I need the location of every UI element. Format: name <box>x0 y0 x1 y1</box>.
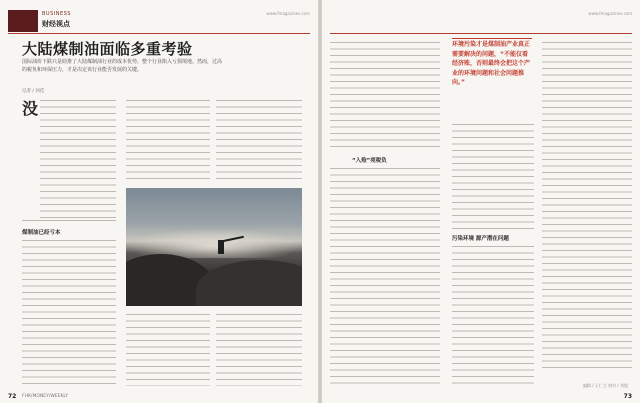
article-title: 大陆煤制油面临多重考验 <box>22 40 193 58</box>
pullquote-rule <box>452 38 532 39</box>
header-url: www.fmagazines.com <box>266 11 310 16</box>
section-label-cn: 财经视点 <box>42 20 70 28</box>
body-column-r2b <box>452 244 534 386</box>
body-column-2 <box>126 98 210 184</box>
subhead-pollution: 污染环境 源产潜在问题 <box>452 236 509 242</box>
article-deck: 国际油价下跌只是助推了大陆煤制油行业的成本优势，整个行业陷入亏损境地。然而，过高的税负和环保压力，才是决定该行业能否发展的关键。 <box>22 59 223 73</box>
header-rule-right <box>330 33 632 34</box>
subhead-tax-burden: “入殓”亮税负 <box>352 158 387 164</box>
body-column-3 <box>216 98 302 184</box>
section-label-en: BUSINESS <box>42 11 71 17</box>
body-column-1b <box>22 218 116 224</box>
body-column-1a <box>40 98 116 218</box>
body-column-r1b <box>330 166 440 386</box>
body-column-1c <box>22 238 116 386</box>
body-column-2b <box>126 312 210 386</box>
drop-cap: 没 <box>22 99 39 118</box>
header-rule <box>8 33 310 34</box>
page-number-right: 73 <box>623 393 632 400</box>
body-column-r2a <box>452 122 534 230</box>
byline: 记者 / 何佳 <box>22 89 45 94</box>
editor-credit: 编辑 / 王仁立 校对 / 刘俊 <box>582 383 628 388</box>
footer-left: FHK/MONEY/WEEKLY <box>22 394 69 399</box>
section-tag <box>8 10 71 32</box>
body-column-r1a <box>330 40 440 152</box>
left-page <box>0 0 318 403</box>
pullquote: 环境污染才是煤制油产业真正需要解决的问题，“不能仅看经济账，否则最终会把这个产业的环境问题和社会问题推向。” <box>452 41 531 86</box>
subhead-oil-loss: 煤制油已经亏本 <box>22 230 61 236</box>
header-url-right: www.fmagazines.com <box>588 11 632 16</box>
coal-plant-photo <box>126 188 302 306</box>
page-number-left: 72 <box>8 393 17 400</box>
body-column-r3 <box>542 40 632 370</box>
body-column-3b <box>216 312 302 386</box>
right-page <box>322 0 640 403</box>
